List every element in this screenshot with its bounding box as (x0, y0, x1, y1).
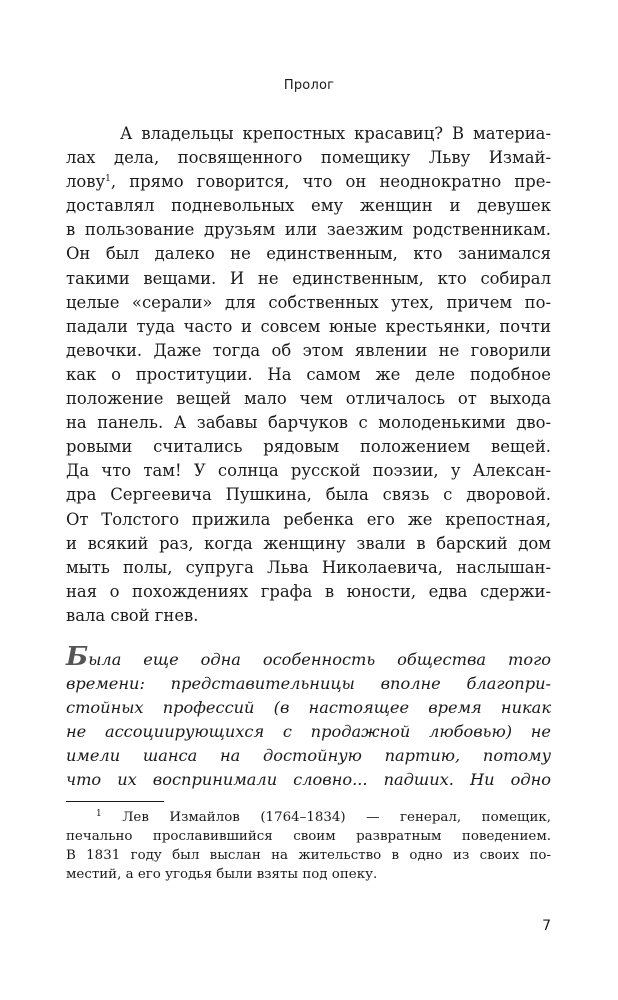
main-paragraph (66, 122, 551, 628)
text-line: стойных профессий (в настоящее время никак (66, 698, 551, 718)
footnote-marker: 1 (96, 809, 102, 819)
footnote-line: В 1831 году был выслан на жительство в одно из своих по- (66, 848, 551, 863)
text-line: мыть полы, супруга Льва Николаевича, наслышан- (66, 557, 551, 577)
text-fragment: , прямо говорится, что он неоднократно пре- (110, 172, 551, 192)
text-line: и всякий раз, когда женщину звали в барский дом (66, 533, 551, 553)
text-line: что их воспринимали словно... падших. Ни одно (66, 770, 551, 790)
text-line-with-footnote (66, 170, 551, 194)
text-line: дра Сергеевича Пушкина, была связь с дворовой. (66, 485, 551, 505)
text-line: в пользование друзьям или заезжим родственникам. (66, 220, 551, 240)
text-fragment: лову (66, 172, 106, 192)
text-line: падали туда часто и совсем юные крестьянки, почти (66, 316, 551, 336)
text-line: целые «серали» для собственных утех, причем по- (66, 292, 551, 312)
footnote-line: печально прославившийся своим развратным поведением. (66, 829, 551, 844)
text-line: девочки. Даже тогда об этом явлении не говорили (66, 340, 551, 360)
footnote-reference[interactable]: 1 (105, 174, 111, 185)
footnote-line: местий, а его угодья были взяты под опеку. (66, 867, 378, 882)
text-line: положение вещей мало чем отличалось от выхода (66, 389, 551, 409)
text-line: как о проституции. На самом же деле подобное (66, 364, 551, 384)
text-line: не ассоциирующихся с продажной любовью) не (66, 722, 551, 742)
text-line: на панель. А забавы барчуков с молоденькими дво- (66, 413, 551, 433)
text-line: лах дела, посвященного помещику Льву Измай- (66, 148, 551, 168)
text-line: От Толстого прижила ребенка его же крепостная, (66, 509, 551, 529)
page-number: 7 (542, 918, 551, 934)
text-line: А владельцы крепостных красавиц? В материа- (120, 124, 551, 143)
text-fragment: Лев Измайлов (1764–1834) — генерал, помещик, (101, 810, 551, 825)
footnote-line (66, 808, 551, 827)
text-fragment: ыла еще одна особенность общества того (88, 650, 551, 669)
text-line-with-dropcap (66, 642, 551, 672)
running-head: Пролог (283, 78, 335, 93)
footnote (66, 808, 551, 884)
italic-paragraph (66, 642, 551, 793)
text-line: Да что там! У солнца русской поэзии, у Алексан- (66, 461, 551, 481)
text-line: вала свой гнев. (66, 605, 199, 625)
text-line: Он был далеко не единственным, кто занимался (66, 244, 551, 264)
text-line: имели шанса на достойную партию, потому (66, 746, 551, 766)
text-line: ровыми считались рядовым положением вещей. (66, 437, 551, 457)
drop-cap: Б (66, 642, 89, 672)
text-line: времени: представительницы вполне благопри- (66, 674, 551, 694)
text-line: ная о похождениях графа в юности, едва сдержи- (66, 581, 551, 601)
text-line: такими вещами. И не единственным, кто собирал (66, 268, 551, 288)
footnote-divider (66, 801, 164, 802)
text-line: доставлял подневольных ему женщин и девушек (66, 196, 551, 216)
